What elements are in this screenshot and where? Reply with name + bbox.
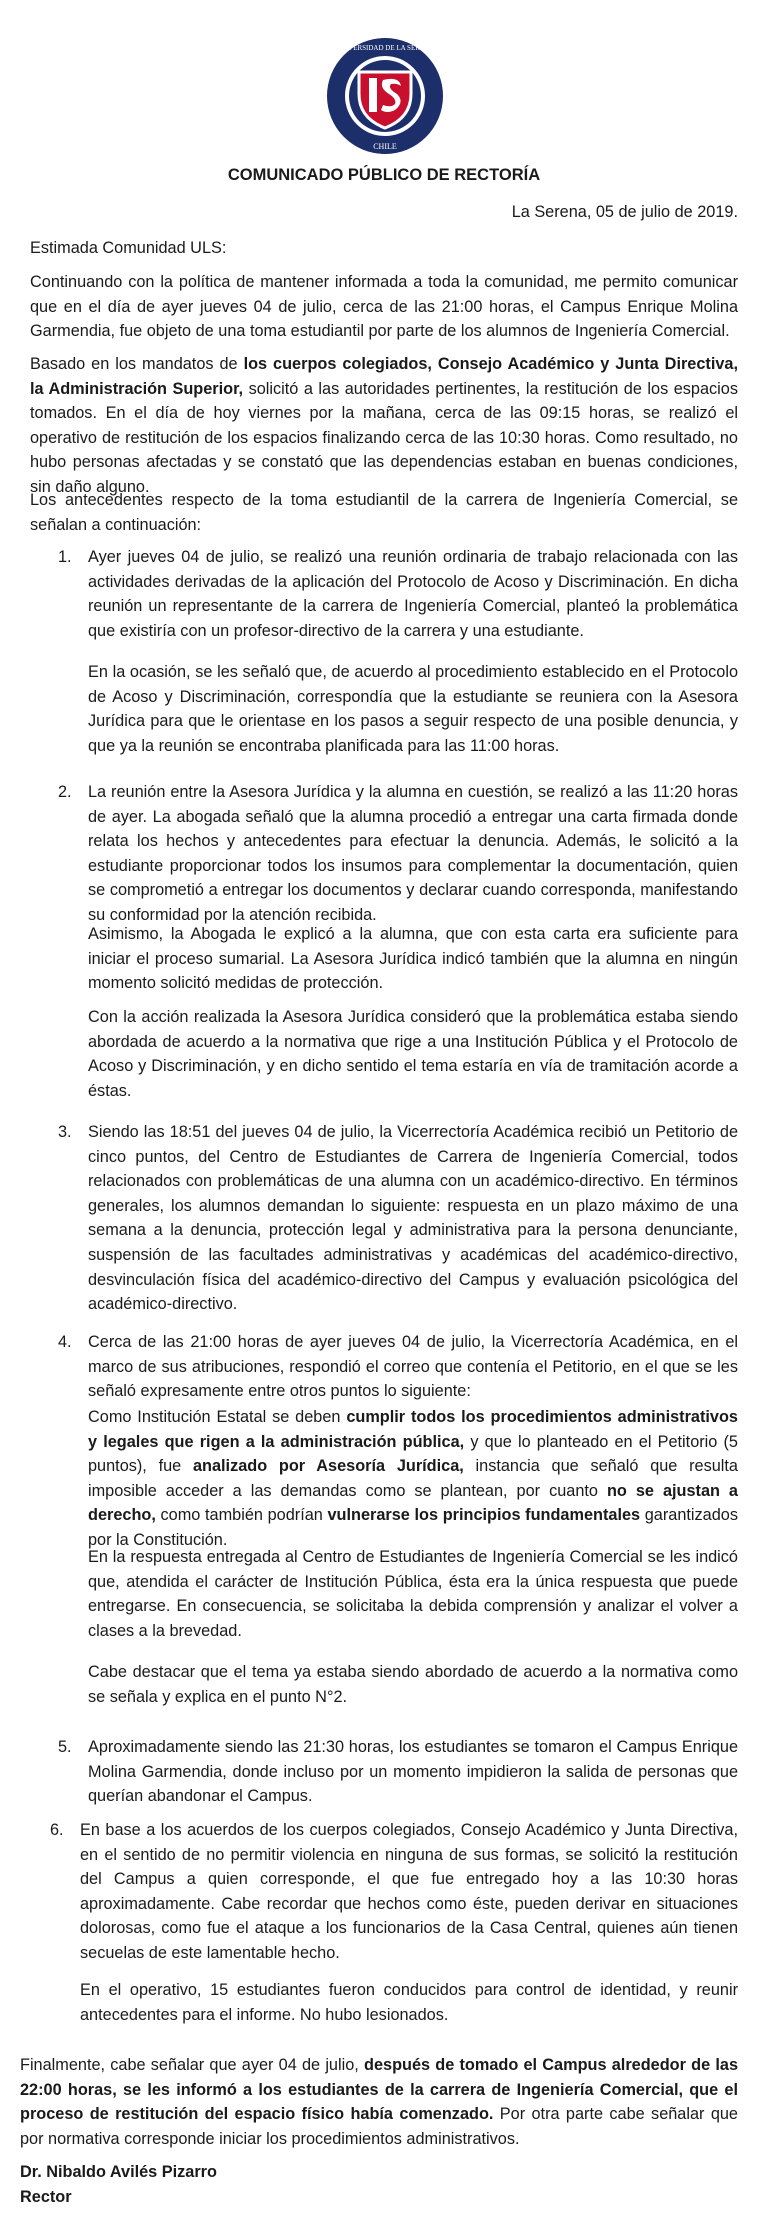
list-number: 4. xyxy=(58,1333,72,1351)
list-item-1-text-2: En la ocasión, se les señaló que, de acuerdo al procedimiento establecido en el Protocolo de Acoso y Discriminación, correspondía que la estudiante se reuniera con la Asesora Jurídica para que le orientase en los pasos a seguir respecto de una posible denuncia, y que ya la reunión se encontraba planificada para las 11:00 horas. xyxy=(88,663,738,755)
svg-text:CHILE: CHILE xyxy=(373,142,397,151)
list-item-2-text: La reunión entre la Asesora Jurídica y la alumna en cuestión, se realizó a las 11:20 horas de ayer. La abogada señaló que la alumna procedió a entregar una carta firmada donde relata los hechos y antecedentes para efectuar la denuncia. Además, le solicitó a la estudiante proporcionar todos los insumos para complementar la documentación, quien se comprometió a entregar los documentos y declarar cuando corresponda, manifestando su conformidad por la atención recibida. xyxy=(88,783,738,924)
svg-text:UNIVERSIDAD DE LA SERENA: UNIVERSIDAD DE LA SERENA xyxy=(335,44,435,52)
signature-role: Rector xyxy=(20,2187,72,2206)
list-number: 6. xyxy=(50,1821,64,1839)
list-item-6-text: En base a los acuerdos de los cuerpos colegiados, Consejo Académico y Junta Directiva, en el sentido de no permitir violencia en ninguna de sus formas, se solicitó la restitución del Campus a quien corresponde, el que fue entregado hoy a las 10:30 horas aproximadamente. Cabe recordar que hechos como éste, pueden derivar en situaciones dolorosas, como fue el ataque a los funcionarios de la Casa Central, quienes aún tienen secuelas de este lamentable hecho. xyxy=(80,1821,738,1962)
list-item-2-text-2: Asimismo, la Abogada le explicó a la alumna, que con esta carta era suficiente para iniciar el proceso sumarial. La Asesora Jurídica indicó también que la alumna en ningún momento solicitó medidas de protección. xyxy=(88,925,738,993)
document-title: COMUNICADO PÚBLICO DE RECTORÍA xyxy=(227,166,541,184)
final-paragraph: Finalmente, cabe señalar que ayer 04 de julio, después de tomado el Campus alrededor de las 22:00 horas, se les informó a los estudiantes de la carrera de Ingeniería Comercial, que el proceso de restitución del espacio físico había comenzado. Por otra parte cabe señalar que por normativa corresponde iniciar los procedimientos administrativos. xyxy=(20,2056,738,2148)
list-item-4-text-3: En la respuesta entregada al Centro de Estudiantes de Ingeniería Comercial se les indicó que, atendida el carácter de Institución Pública, ésta era la única respuesta que puede entregarse. En consecuencia, se solicitaba la debida comprensión y analizar el volver a clases a la brevedad. xyxy=(88,1548,738,1640)
list-item-6-text-2: En el operativo, 15 estudiantes fueron conducidos para control de identidad, y reunir antecedentes para el informe. No hubo lesionados. xyxy=(80,1981,738,2024)
greeting: Estimada Comunidad ULS: xyxy=(30,239,227,257)
mandates-paragraph: Basado en los mandatos de los cuerpos colegiados, Consejo Académico y Junta Directiva, la Administración Superior, solicitó a las autoridades pertinentes, la restitución de los espacios tomados. En el día de hoy viernes por la mañana, cerca de las 09:15 horas, se realizó el operativo de restitución de los espacios finalizando cerca de las 10:30 horas. Como resultado, no hubo personas afectadas y se constató que las dependencias estaban en buenas condiciones, sin daño alguno. xyxy=(30,355,738,496)
document-date: La Serena, 05 de julio de 2019. xyxy=(511,203,738,221)
list-item-1-text: Ayer jueves 04 de julio, se realizó una reunión ordinaria de trabajo relacionada con las actividades derivadas de la aplicación del Protocolo de Acoso y Discriminación. En dicha reunión un representante de la carrera de Ingeniería Comercial, planteó la problemática que existiría con un profesor-directivo de la carrera y una estudiante. xyxy=(88,548,738,640)
university-seal-logo xyxy=(325,36,445,156)
list-number: 3. xyxy=(58,1123,72,1141)
intro-paragraph: Continuando con la política de mantener informada a toda la comunidad, me permito comunicar que en el día de ayer jueves 04 de julio, cerca de las 21:00 horas, el Campus Enrique Molina Garmendia, fue objeto de una toma estudiantil por parte de los alumnos de Ingeniería Comercial. xyxy=(30,273,738,341)
list-number: 2. xyxy=(58,783,72,801)
list-item-4-quote: Como Institución Estatal se deben cumplir todos los procedimientos administrativos y legales que rigen a la administración pública, y que lo planteado en el Petitorio (5 puntos), fue analizado por Asesoría Jurídica, instancia que señaló que resulta imposible acceder a las demandas como se plantean, por cuanto no se ajustan a derecho, como también podrían vulnerarse los principios fundamentales garantizados por la Constitución. xyxy=(88,1408,738,1549)
list-item-4-text-4: Cabe destacar que el tema ya estaba siendo abordado de acuerdo a la normativa como se señala y explica en el punto N°2. xyxy=(88,1663,738,1706)
list-item-2-text-3: Con la acción realizada la Asesora Jurídica consideró que la problemática estaba siendo abordada de acuerdo a la normativa que rige a una Institución Pública y el Protocolo de Acoso y Discriminación, y en dicho sentido el tema estaría en vía de tramitación acorde a éstas. xyxy=(88,1008,738,1100)
list-item-5-text: Aproximadamente siendo las 21:30 horas, los estudiantes se tomaron el Campus Enrique Molina Garmendia, donde incluso por un momento impidieron la salida de personas que querían abandonar el Campus. xyxy=(88,1738,738,1806)
list-item-3-text: Siendo las 18:51 del jueves 04 de julio, la Vicerrectoría Académica recibió un Petitorio de cinco puntos, del Centro de Estudiantes de Carrera de Ingeniería Comercial, todos relacionados con problemáticas de una alumna con un académico-directivo. En términos generales, los alumnos demandan lo siguiente: respuesta en un plazo máximo de una semana a la denuncia, protección legal y administrativa para la persona denunciante, suspensión de las facultades administrativas y académicas del académico-directivo, desvinculación física del académico-directivo del Campus y evaluación psicológica del académico-directivo. xyxy=(88,1123,738,1314)
background-paragraph: Los antecedentes respecto de la toma estudiantil de la carrera de Ingeniería Comercial, se señalan a continuación: xyxy=(30,491,738,534)
signature-name: Dr. Nibaldo Avilés Pizarro xyxy=(20,2163,217,2181)
list-item-4-text: Cerca de las 21:00 horas de ayer jueves 04 de julio, la Vicerrectoría Académica, en el marco de sus atribuciones, respondió el correo que contenía el Petitorio, en el que se les señaló expresamente entre otros puntos lo siguiente: xyxy=(88,1333,738,1401)
signature-block xyxy=(20,2160,217,2209)
list-number: 5. xyxy=(58,1738,72,1756)
list-number: 1. xyxy=(58,548,72,566)
